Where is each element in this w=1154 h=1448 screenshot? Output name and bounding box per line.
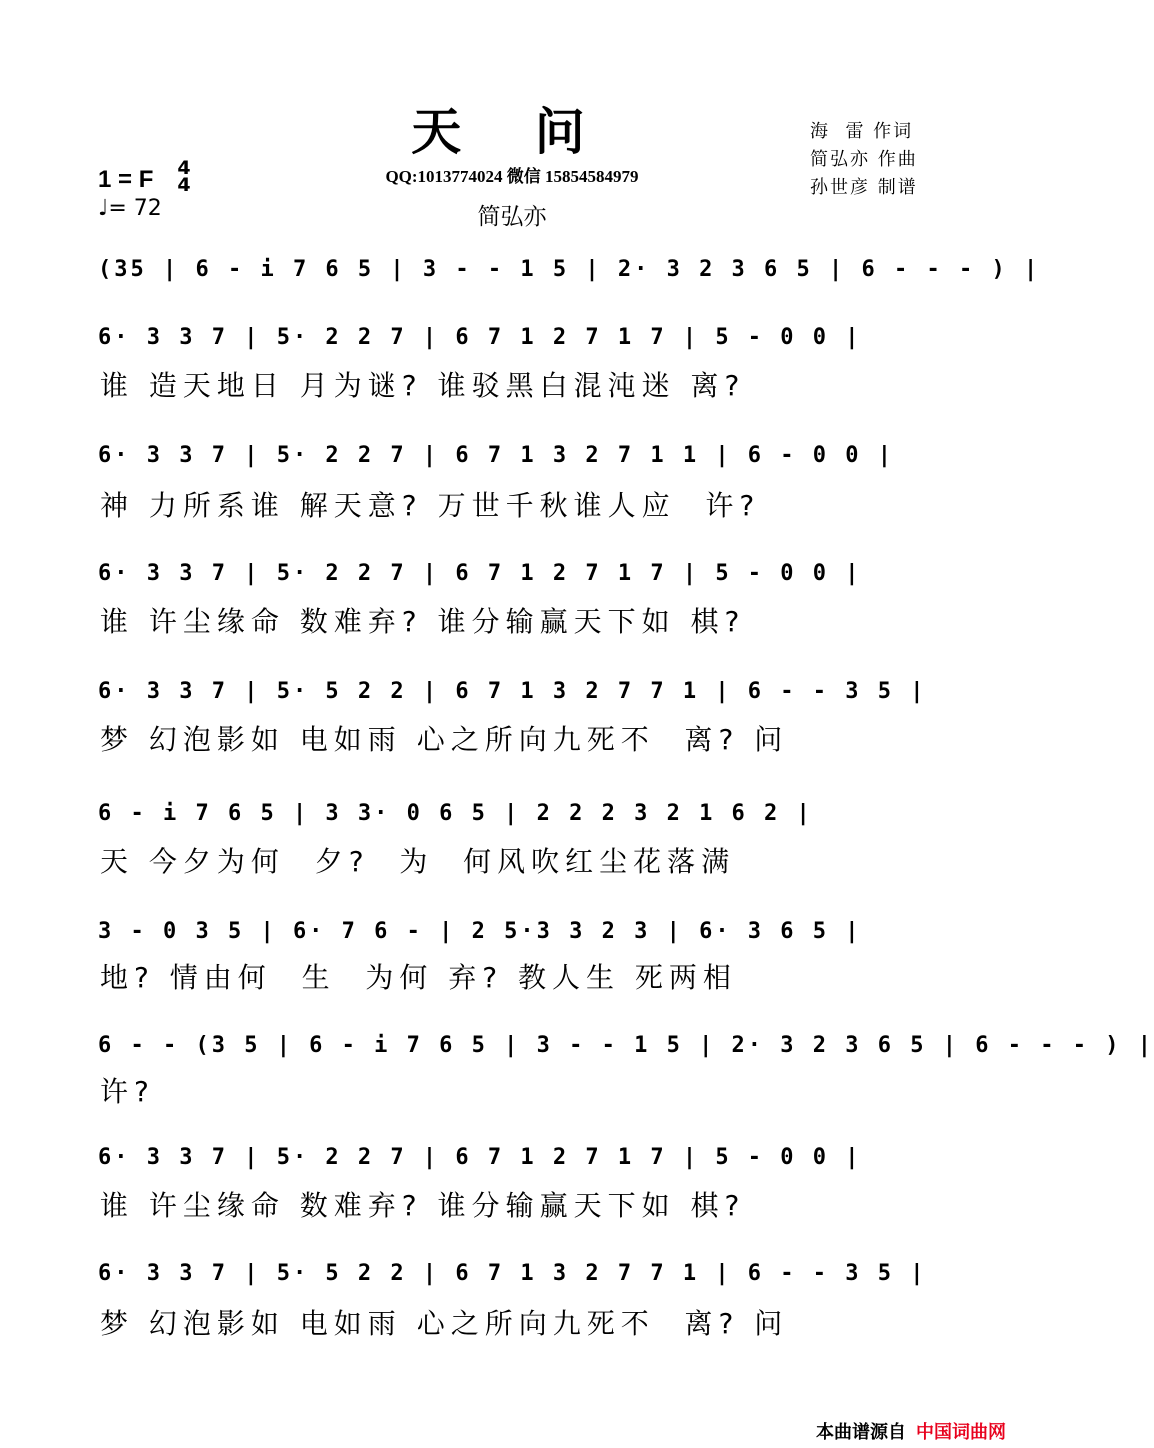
score-row bbox=[98, 1254, 930, 1294]
credit-composer: 简弘亦 作曲 bbox=[810, 149, 918, 170]
lyric-line: 梦 幻泡影如 电如雨 心之所向九死不 离? 问 bbox=[100, 723, 789, 756]
lyric-line: 许? bbox=[100, 1075, 155, 1108]
key-signature: 1 = F bbox=[98, 166, 154, 193]
tempo-marking: ♩= 72 bbox=[98, 196, 162, 221]
singer-name: 简弘亦 bbox=[477, 204, 547, 230]
lyric-line: 天 今夕为何 夕? 为 何风吹红尘花落满 bbox=[100, 845, 736, 878]
score-row bbox=[98, 436, 930, 476]
source-site-link[interactable]: 中国词曲网 bbox=[916, 1422, 1006, 1443]
score-row bbox=[98, 318, 930, 358]
meter-bottom: 4 bbox=[177, 174, 191, 196]
lyric-line: 神 力所系谁 解天意? 万世千秋谁人应 许? bbox=[100, 489, 761, 522]
notes-line: 6 - i 7 6 5 | 3 3· 0 6 5 | 2 2 2 3 2 1 6 2 | bbox=[98, 801, 813, 826]
source-credit bbox=[816, 1418, 1006, 1444]
lyric-line: 地? 情由何 生 为何 弃? 教人生 死两相 bbox=[100, 961, 737, 994]
credits bbox=[810, 118, 918, 202]
source-label: 本曲谱源自 bbox=[816, 1422, 906, 1443]
score-row bbox=[98, 1138, 930, 1178]
credit-lyricist: 海 雷 作词 bbox=[810, 121, 914, 142]
credit-transcriber: 孙世彦 制谱 bbox=[810, 177, 918, 198]
notes-line: 6· 3 3 7 | 5· 2 2 7 | 6 7 1 3 2 7 1 1 | 6 - 0 0 | bbox=[98, 443, 895, 468]
score-row bbox=[98, 794, 930, 834]
notes-line: 6· 3 3 7 | 5· 5 2 2 | 6 7 1 3 2 7 7 1 | 6 - - 3 5 | bbox=[98, 1261, 927, 1286]
notes-line: 6 - - (3 5 | 6 - i 7 6 5 | 3 - - 1 5 | 2· 3 2 3 6 5 | 6 - - - ) | bbox=[98, 1033, 1154, 1058]
notes-line: (35 | 6 - i 7 6 5 | 3 - - 1 5 | 2· 3 2 3 6 5 | 6 - - - ) | bbox=[98, 257, 1041, 282]
score-row bbox=[98, 912, 930, 952]
score-row bbox=[98, 672, 930, 712]
lyric-line: 谁 许尘缘命 数难弃? 谁分输赢天下如 棋? bbox=[100, 605, 746, 638]
meter-top: 4 bbox=[177, 157, 191, 179]
lyric-line: 梦 幻泡影如 电如雨 心之所向九死不 离? 问 bbox=[100, 1307, 789, 1340]
notes-line: 6· 3 3 7 | 5· 2 2 7 | 6 7 1 2 7 1 7 | 5 - 0 0 | bbox=[98, 1145, 862, 1170]
notes-line: 6· 3 3 7 | 5· 2 2 7 | 6 7 1 2 7 1 7 | 5 - 0 0 | bbox=[98, 325, 862, 350]
contact-info: QQ:1013774024 微信 15854584979 bbox=[385, 167, 639, 186]
score-row bbox=[98, 554, 930, 594]
time-signature bbox=[176, 157, 192, 196]
lyric-line: 谁 许尘缘命 数难弃? 谁分输赢天下如 棋? bbox=[100, 1189, 746, 1222]
song-title: 天 问 bbox=[411, 102, 613, 161]
notes-line: 6· 3 3 7 | 5· 2 2 7 | 6 7 1 2 7 1 7 | 5 - 0 0 | bbox=[98, 561, 862, 586]
score-row bbox=[98, 250, 1041, 290]
lyric-line: 谁 造天地日 月为谜? 谁驳黑白混沌迷 离? bbox=[100, 369, 746, 402]
score-row bbox=[98, 1026, 1154, 1066]
notes-line: 6· 3 3 7 | 5· 5 2 2 | 6 7 1 3 2 7 7 1 | 6 - - 3 5 | bbox=[98, 679, 927, 704]
notes-line: 3 - 0 3 5 | 6· 7 6 - | 2 5·3 3 2 3 | 6· 3 6 5 | bbox=[98, 919, 862, 944]
